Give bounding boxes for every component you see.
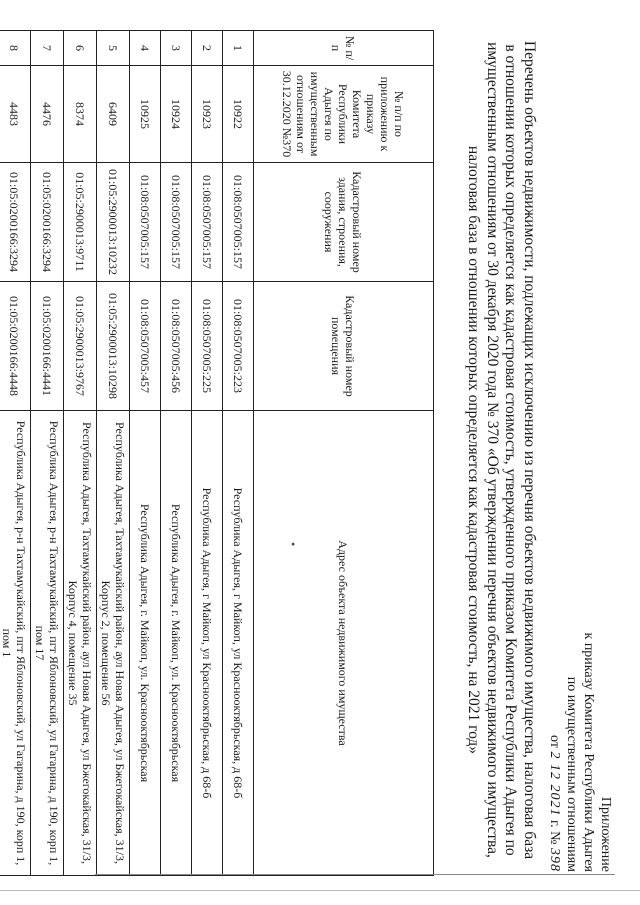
header-num: № п/п (254, 31, 434, 66)
date-value: 2 12 2021 (547, 751, 562, 817)
cell-address: Республика Адыгея, г Майкоп, ул Краснооктябрьская, д 68-б (223, 411, 254, 876)
table-row (0, 31, 31, 876)
cell-ref: 10924 (161, 66, 192, 163)
cell-num: 5 (97, 31, 130, 66)
cell-ref: 10922 (223, 66, 254, 163)
cell-building: 01:05:0200166:3294 (31, 163, 64, 282)
cell-address: Республика Адыгея, Тахтамукайский район, аул Новая Адыгея, ул Бжегокайская, 31/3, Корпус 2, помещение 56 (97, 411, 130, 876)
date-prefix: от (547, 735, 562, 748)
rotated-sheet (0, 20, 620, 880)
cell-building: 01:05:2900013:9711 (64, 163, 97, 282)
cell-ref: 4476 (31, 66, 64, 163)
appendix-order-line: к приказу Комитета Республики Адыгея (581, 632, 596, 872)
cell-num: 6 (64, 31, 97, 66)
header-room: Кадастровый номер помещения (254, 282, 434, 411)
cell-building: 01:08:0507005:157 (223, 163, 254, 282)
scan-edge-line (95, 874, 615, 875)
table-row (31, 31, 64, 876)
header-address: Адрес объекта недвижимого имущества (254, 411, 434, 876)
cell-room: 01:08:0507005:223 (223, 282, 254, 411)
cell-num: 1 (223, 31, 254, 66)
table-row (97, 31, 130, 876)
cell-num: 2 (192, 31, 223, 66)
cell-num: 7 (31, 31, 64, 66)
table-row (64, 31, 97, 876)
cell-address: Республика Адыгея, Тахтамукайский район, аул Новая Адыгея, ул Бжегокайская, 31/3, Корпус 4, помещение 35 (64, 411, 97, 876)
cell-room: 01:08:0507005:225 (192, 282, 223, 411)
cell-building: 01:08:0507005:157 (130, 163, 161, 282)
cell-num: 3 (161, 31, 192, 66)
ink-mark: • (286, 542, 300, 547)
cell-num: 4 (130, 31, 161, 66)
appendix-committee-line: по имущественным отношениям (564, 676, 579, 872)
date-suffix: г. № (547, 819, 562, 845)
cell-building: 01:05:2900013:10232 (97, 163, 130, 282)
cell-building: 01:05:0200166:3294 (0, 163, 31, 282)
cell-building: 01:08:0507005:157 (161, 163, 192, 282)
page-edge-line (0, 890, 640, 891)
objects-table (0, 30, 434, 876)
cell-address: Республика Адыгея, г. Майкоп, ул. Краснооктябрьская (130, 411, 161, 876)
cell-room: 01:05:0200166:4448 (0, 282, 31, 411)
table-row (223, 31, 254, 876)
cell-address: Республика Адыгея, г. Майкоп, ул. Краснооктябрьская (161, 411, 192, 876)
table-row (130, 31, 161, 876)
cell-address: Республика Адыгея, р-н Тахтамукайский, пгт Яблоновский, ул Гагарина, д 190, корп 1, пом 1 (0, 411, 31, 876)
cell-num: 8 (0, 31, 31, 66)
cell-address: Республика Адыгея, р-н Тахтамукайский, пгт Яблоновский, ул Гагарина, д 190, корп 1, пом 17 (31, 411, 64, 876)
cell-ref: 10923 (192, 66, 223, 163)
cell-ref: 10925 (130, 66, 161, 163)
cell-ref: 6409 (97, 66, 130, 163)
header-ref: № п/п по приложению к приказу Комитета Республики Адыгея по имущественным отношениям от 30.12.2020 №370 (254, 66, 434, 163)
table-header-row (254, 31, 434, 876)
cell-room: 01:05:0200166:4441 (31, 282, 64, 411)
table-row (192, 31, 223, 876)
cell-address: Республика Адыгея, г Майкоп, ул Краснооктябрьская, д 68-б (192, 411, 223, 876)
cell-room: 01:05:2900013:9767 (64, 282, 97, 411)
document-heading: Перечень объектов недвижимости, подлежащих исключению из перечня объектов недвижимого имущества, налоговая база в отношении которых определяется как кадастровая стоимость, утвержденного приказом Комитета Республики Адыгея по имущественным отношениям от 30 декабря 2020 года № 370 «Об утверждении перечня объектов недвижимого имущества, налоговая база в отношении которых определяется как кадастровая стоимость, на 2021 год» (465, 40, 538, 860)
appendix-date-line (546, 633, 563, 872)
cell-room: 01:05:2900013:10298 (97, 282, 130, 411)
table-row (161, 31, 192, 876)
appendix-block (546, 633, 614, 872)
cell-ref: 4483 (0, 66, 31, 163)
cell-building: 01:08:0507005:157 (192, 163, 223, 282)
order-number: 398 (547, 848, 562, 872)
header-building: Кадастровый номер здания, строения, сооружения (254, 163, 434, 282)
cell-ref: 8374 (64, 66, 97, 163)
cell-room: 01:08:0507005:456 (161, 282, 192, 411)
appendix-title: Приложение (598, 796, 613, 872)
cell-room: 01:08:0507005:457 (130, 282, 161, 411)
